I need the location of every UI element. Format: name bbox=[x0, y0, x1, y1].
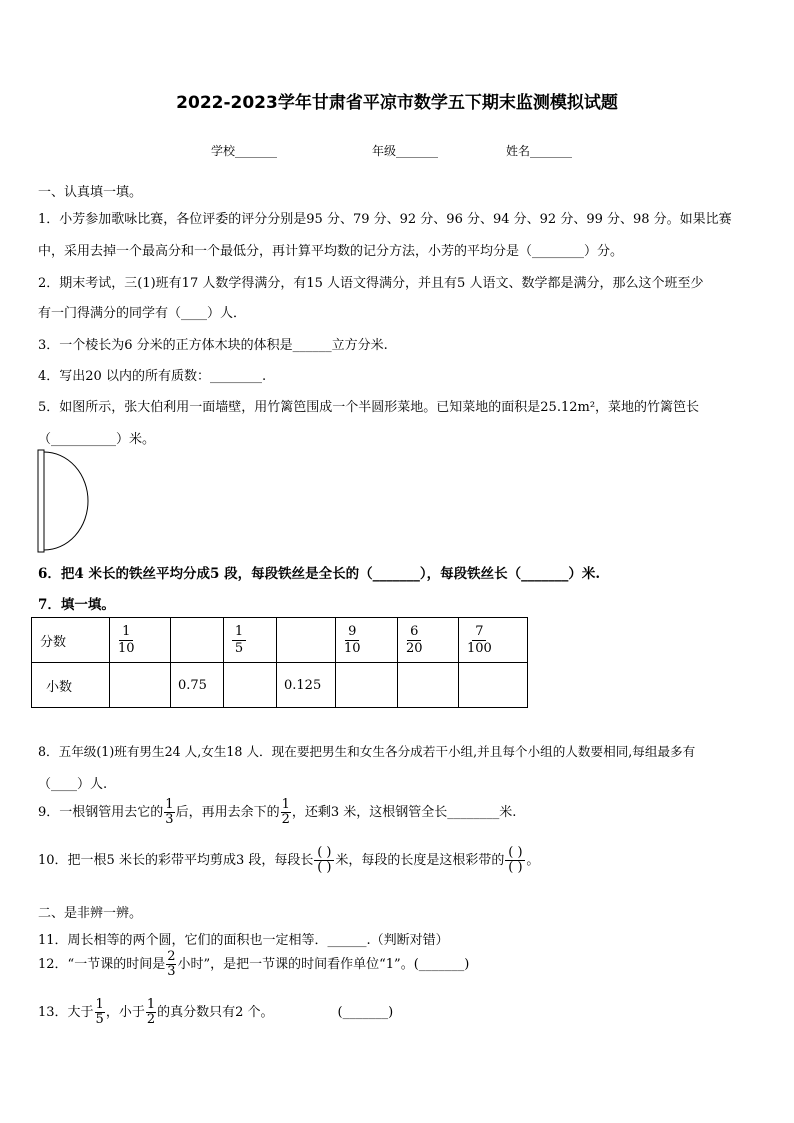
decimal-cell-blank[interactable] bbox=[110, 663, 171, 708]
page-title: 2022-2023学年甘肃省平凉市数学五下期末监测模拟试题 bbox=[176, 93, 618, 113]
question-1-line-2: 中，采用去掉一个最高分和一个最低分，再计算平均数的记分方法，小芳的平均分是（________）分。 bbox=[38, 244, 624, 259]
question-1-line-1: 1．小芳参加歌咏比赛，各位评委的评分分别是95 分、79 分、92 分、96 分、94 分、92 分、99 分、98 分。如果比赛 bbox=[38, 212, 732, 227]
decimal-cell-blank[interactable] bbox=[336, 663, 398, 708]
fraction-cell: $\frac{6}{20}$ bbox=[398, 618, 459, 663]
question-9: 9．一根钢管用去它的 $\frac{1}{3}$ 后，再用去余下的 $\frac{1}{2}$ ，还剩3 米，这根钢管全长________米. bbox=[38, 797, 517, 827]
question-2-line-2: 有一门得满分的同学有（____）人． bbox=[38, 306, 247, 321]
question-4: 4．写出20 以内的所有质数：________. bbox=[38, 369, 267, 384]
answer-blank[interactable]: (_______) bbox=[337, 1005, 394, 1020]
question-12: 12．“一节课的时间是 $\frac{2}{3}$ 小时”，是把一节课的时间看作单位“1”。(_______) bbox=[38, 949, 470, 979]
fraction-cell-blank[interactable] bbox=[277, 618, 336, 663]
fraction-one-half: $\frac{1}{2}$ bbox=[146, 997, 156, 1027]
question-5-line-2: （__________）米。 bbox=[38, 432, 156, 447]
table-row-fractions bbox=[32, 618, 528, 663]
fraction-cell: $\frac{1}{10}$ bbox=[110, 618, 171, 663]
row-header-decimal: 小数 bbox=[32, 663, 110, 708]
school-field[interactable]: 学校_______ bbox=[211, 144, 278, 158]
decimal-cell: 0.125 bbox=[277, 663, 336, 708]
question-13: 13．大于 $\frac{1}{5}$ ，小于 $\frac{1}{2}$ 的真分数只有2 个。 (_______) bbox=[38, 997, 394, 1027]
question-11: 11．周长相等的两个圆，它们的面积也一定相等．______.（判断对错） bbox=[38, 933, 449, 948]
question-2-line-1: 2．期末考试，三(1)班有17 人数学得满分，有15 人语文得满分，并且有5 人语文、数学都是满分，那么这个班至少 bbox=[38, 276, 704, 291]
fraction-two-thirds: $\frac{2}{3}$ bbox=[167, 949, 176, 979]
question-10: 10．把一根5 米长的彩带平均剪成3 段，每段长 $\frac{( )}{( )}$ 米，每段的长度是这根彩带的 $\frac{( )}{( )}$ 。 bbox=[38, 845, 540, 875]
grade-field[interactable]: 年级_______ bbox=[372, 144, 439, 158]
decimal-cell-blank[interactable] bbox=[459, 663, 528, 708]
question-3: 3．一个棱长为6 分米的正方体木块的体积是______立方分米. bbox=[38, 338, 388, 353]
fraction-cell-blank[interactable] bbox=[171, 618, 224, 663]
fraction-one-fifth: $\frac{1}{5}$ bbox=[95, 997, 104, 1027]
fraction-decimal-table bbox=[31, 617, 528, 708]
decimal-cell: 0.75 bbox=[171, 663, 224, 708]
fraction-cell: $\frac{1}{5}$ bbox=[224, 618, 277, 663]
decimal-cell-blank[interactable] bbox=[224, 663, 277, 708]
question-8-line-1: 8．五年级(1)班有男生24 人,女生18 人．现在要把男生和女生各分成若干小组,并且每个小组的人数要相同,每组最多有 bbox=[38, 744, 696, 759]
answer-fraction-blank[interactable]: $\frac{( )}{( )}$ bbox=[505, 846, 525, 875]
decimal-cell-blank[interactable] bbox=[398, 663, 459, 708]
answer-fraction-blank[interactable]: $\frac{( )}{( )}$ bbox=[314, 846, 334, 875]
semicircle-garden-diagram bbox=[36, 448, 96, 554]
semicircle-fence bbox=[44, 452, 88, 550]
fraction-one-third: $\frac{1}{3}$ bbox=[165, 797, 174, 827]
question-5-line-1: 5．如图所示，张大伯利用一面墙壁，用竹篱笆围成一个半圆形菜地。已知菜地的面积是25.12m²，菜地的竹篱笆长 bbox=[38, 400, 700, 415]
fraction-cell: $\frac{7}{100}$ bbox=[459, 618, 528, 663]
table-row-decimals bbox=[32, 663, 528, 708]
section-1-heading: 一、认真填一填。 bbox=[38, 185, 143, 200]
section-2-heading: 二、是非辨一辨。 bbox=[38, 906, 143, 921]
row-header-fraction: 分数 bbox=[32, 618, 110, 663]
question-6: 6．把4 米长的铁丝平均分成5 段，每段铁丝是全长的（_______），每段铁丝长（_______）米. bbox=[38, 566, 601, 582]
wall-shape bbox=[38, 450, 44, 552]
name-field[interactable]: 姓名_______ bbox=[506, 144, 573, 158]
question-7-label: 7．填一填。 bbox=[38, 597, 115, 613]
fraction-cell: $\frac{9}{10}$ bbox=[336, 618, 398, 663]
question-8-line-2: （____）人. bbox=[38, 777, 108, 792]
fraction-one-half: $\frac{1}{2}$ bbox=[281, 797, 290, 827]
